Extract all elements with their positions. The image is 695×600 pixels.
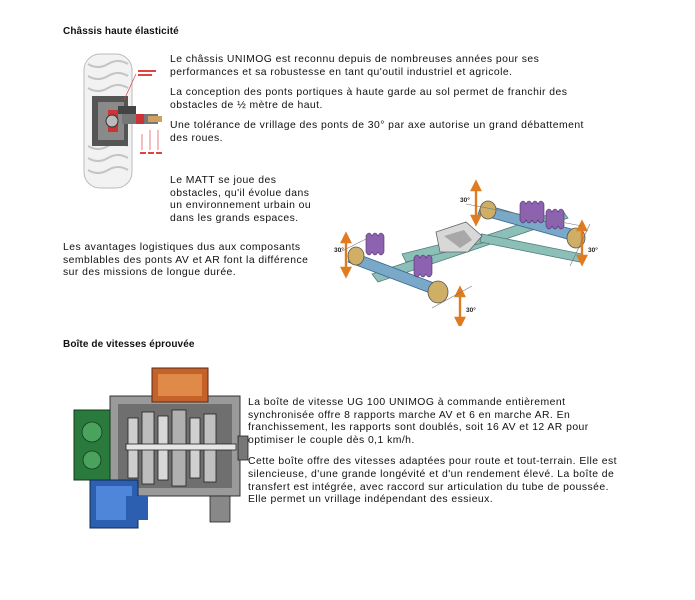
- portal-axle-diagram: [78, 50, 166, 192]
- angle-label: 30°: [460, 197, 470, 204]
- axle-articulation-diagram: [332, 176, 604, 326]
- paragraph: [63, 175, 313, 225]
- gearbox-cutaway-diagram: [70, 366, 250, 532]
- paragraph: La boîte de vitesse UG 100 UNIMOG à commande entièrement synchronisée offre 8 rapports marche AV et 6 en marche AR. En franchissement, les rapports sont doublés, soit 16 AV et 12 AR pour optimiser le couple dès 0,1 km/h.: [248, 397, 589, 446]
- section-heading-chassis: Châssis haute élasticité: [63, 26, 179, 37]
- chassis-text-block: [170, 54, 600, 146]
- angle-label: 30°: [588, 247, 598, 254]
- transfer-case: [74, 410, 110, 480]
- paragraph: Une tolérance de vrillage des ponts de 30° par axe autorise un grand débattement des roues.: [170, 120, 584, 144]
- gearbox-text-block: [248, 397, 628, 507]
- paragraph: Le châssis UNIMOG est reconnu depuis de nombreuses années pour ses performances et sa robustesse en tant qu'outil industriel et agricole.: [170, 54, 540, 78]
- hub-assembly: [92, 96, 162, 146]
- paragraph: Cette boîte offre des vitesses adaptées pour route et tout-terrain. Elle est silencieuse, d'une grande longévité et d'un rendement élevé. La boîte de transfert est intégrée, avec raccord sur articulation du tube de poussée. Elle permet un vrillage indépendant des essieux.: [248, 456, 618, 506]
- paragraph: Les avantages logistiques dus aux composants semblables des ponts AV et AR font la différence sur des missions de longue durée.: [63, 242, 309, 279]
- paragraph: La conception des ponts portiques à haute garde au sol permet de franchir des obstacles de ½ mètre de haut.: [170, 87, 568, 111]
- section-heading-gearbox: Boîte de vitesses éprouvée: [63, 339, 195, 350]
- angle-label: 30°: [334, 247, 344, 254]
- angle-label: 30°: [466, 307, 476, 314]
- matt-paragraph: Le MATT se joue des obstacles, qu'il évolue dans un environnement urbain ou dans les grands espaces.: [170, 175, 312, 224]
